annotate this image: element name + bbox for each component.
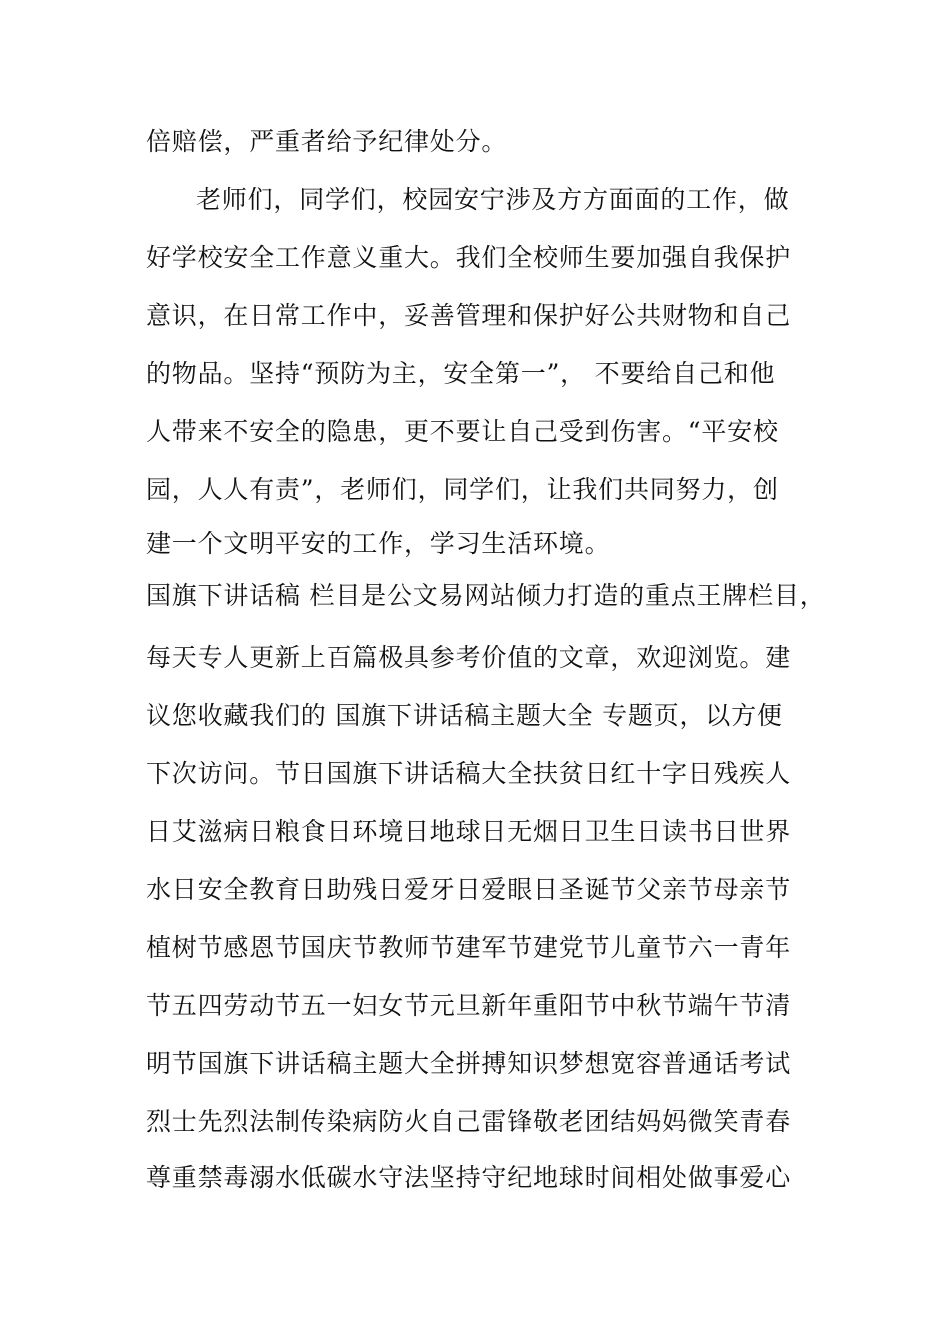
paragraph-first-line: 老师们，同学们，校园安宁涉及方方面面的工作，做 [196, 185, 790, 214]
text-line: 烈士先烈法制传染病防火自己雷锋敬老团结妈妈微笑青春 [146, 1107, 792, 1136]
text-line: 日艾滋病日粮食日环境日地球日无烟日卫生日读书日世界 [146, 817, 792, 846]
text-line: 意识，在日常工作中，妥善管理和保护好公共财物和自己 [146, 301, 792, 330]
text-line: 人带来不安全的隐患，更不要让自己受到伤害。“平安校 [146, 417, 779, 446]
text-line: 水日安全教育日助残日爱牙日爱眼日圣诞节父亲节母亲节 [146, 875, 792, 904]
text-line: 尊重禁毒溺水低碳水守法坚持守纪地球时间相处做事爱心 [146, 1163, 792, 1192]
text-line: 好学校安全工作意义重大。我们全校师生要加强自我保护 [146, 243, 792, 272]
column-intro-line: 国旗下讲话稿 栏目是公文易网站倾力打造的重点王牌栏目， [146, 581, 826, 610]
text-line: 明节国旗下讲话稿主题大全拼搏知识梦想宽容普通话考试 [146, 1049, 792, 1078]
text-line: 节五四劳动节五一妇女节元旦新年重阳节中秋节端午节清 [146, 991, 792, 1020]
text-line: 的物品。坚持“预防为主，安全第一”， 不要给自己和他 [146, 359, 776, 388]
text-line: 建一个文明平安的工作，学习生活环境。 [146, 529, 611, 558]
text-line: 园，人人有责”，老师们，同学们，让我们共同努力，创 [146, 475, 779, 504]
text-line: 每天专人更新上百篇极具参考价值的文章，欢迎浏览。建 [146, 643, 792, 672]
text-line: 下次访问。节日国旗下讲话稿大全扶贫日红十字日残疾人 [146, 759, 792, 788]
text-line: 植树节感恩节国庆节教师节建军节建党节儿童节六一青年 [146, 933, 792, 962]
text-line: 议您收藏我们的 国旗下讲话稿主题大全 专题页，以方便 [146, 701, 783, 730]
text-line: 倍赔偿，严重者给予纪律处分。 [146, 127, 508, 156]
